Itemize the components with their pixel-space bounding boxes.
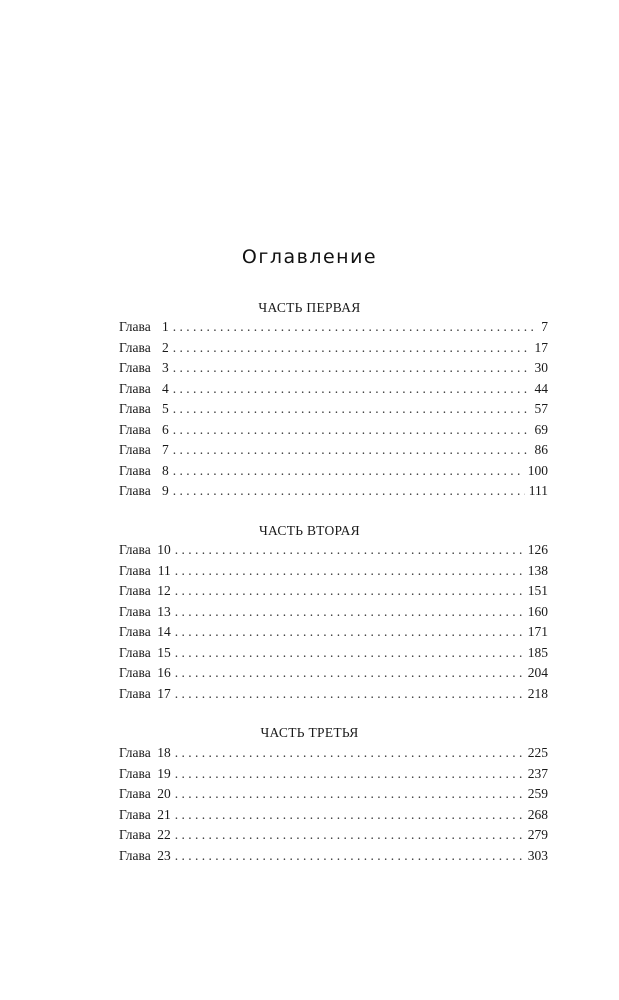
chapter-label: Глава xyxy=(119,562,151,578)
dot-leader xyxy=(175,745,524,761)
chapter-number: 19 xyxy=(157,765,171,781)
page-number: 218 xyxy=(527,685,548,701)
chapter-number: 5 xyxy=(161,401,169,416)
page-number: 185 xyxy=(527,644,548,660)
chapter-number: 21 xyxy=(157,806,171,822)
page-number: 204 xyxy=(527,665,548,680)
chapter-number: 17 xyxy=(157,685,171,701)
page-number: 151 xyxy=(527,583,548,598)
part-heading-3: ЧАСТЬ ТРЕТЬЯ xyxy=(260,725,359,740)
dot-leader xyxy=(175,645,524,661)
chapter-label: Глава xyxy=(119,542,151,557)
dot-leader xyxy=(173,319,538,335)
page-number: 279 xyxy=(527,827,548,842)
toc-part-1-list xyxy=(119,319,548,504)
page-number: 111 xyxy=(528,483,548,498)
chapter-label: Глава xyxy=(119,806,151,822)
dot-leader xyxy=(175,583,524,599)
dot-leader xyxy=(173,401,531,417)
chapter-number: 2 xyxy=(161,339,169,355)
chapter-number: 14 xyxy=(157,624,171,639)
chapter-number: 15 xyxy=(157,644,171,660)
chapter-label: Глава xyxy=(119,847,151,863)
toc-entry-chapter-5[interactable] xyxy=(119,401,548,422)
dot-leader xyxy=(175,827,524,843)
page-number: 225 xyxy=(527,745,548,760)
toc-entry-chapter-13[interactable] xyxy=(119,604,548,625)
dot-leader xyxy=(175,766,524,782)
page-number: 126 xyxy=(527,542,548,557)
part-heading-2: ЧАСТЬ ВТОРАЯ xyxy=(258,523,360,538)
chapter-number: 13 xyxy=(157,603,171,619)
chapter-label: Глава xyxy=(119,685,151,701)
toc-entry-chapter-6[interactable] xyxy=(119,422,548,443)
toc-part-2-list xyxy=(119,542,548,706)
toc-entry-chapter-3[interactable] xyxy=(119,360,548,381)
page-number: 57 xyxy=(534,401,548,416)
chapter-number: 8 xyxy=(161,462,169,478)
toc-entry-chapter-10[interactable] xyxy=(119,542,548,563)
chapter-number: 4 xyxy=(161,380,169,396)
toc-entry-chapter-20[interactable] xyxy=(119,786,548,807)
dot-leader xyxy=(175,786,524,802)
toc-entry-chapter-4[interactable] xyxy=(119,381,548,402)
chapter-label: Глава xyxy=(119,319,151,334)
toc-entry-chapter-1[interactable] xyxy=(119,319,548,340)
chapter-number: 22 xyxy=(157,827,171,842)
toc-title: Оглавление xyxy=(241,246,378,268)
chapter-label: Глава xyxy=(119,380,151,396)
toc-entry-chapter-7[interactable] xyxy=(119,442,548,463)
chapter-label: Глава xyxy=(119,665,151,680)
dot-leader xyxy=(175,604,524,620)
dot-leader xyxy=(175,563,524,579)
chapter-label: Глава xyxy=(119,624,151,639)
toc-entry-chapter-17[interactable] xyxy=(119,686,548,707)
chapter-label: Глава xyxy=(119,583,151,598)
dot-leader xyxy=(173,381,531,397)
dot-leader xyxy=(173,360,531,376)
chapter-label: Глава xyxy=(119,483,151,498)
dot-leader xyxy=(173,442,531,458)
page-number: 86 xyxy=(534,442,548,457)
chapter-number: 6 xyxy=(161,421,169,437)
chapter-number: 9 xyxy=(161,483,169,498)
toc-entry-chapter-16[interactable] xyxy=(119,665,548,686)
chapter-number: 18 xyxy=(157,745,171,760)
chapter-label: Глава xyxy=(119,603,151,619)
toc-entry-chapter-9[interactable] xyxy=(119,483,548,504)
page-number: 268 xyxy=(527,806,548,822)
chapter-label: Глава xyxy=(119,786,151,801)
chapter-label: Глава xyxy=(119,462,151,478)
page-number: 171 xyxy=(527,624,548,639)
page-number: 160 xyxy=(527,603,548,619)
dot-leader xyxy=(175,542,524,558)
chapter-number: 3 xyxy=(161,360,169,375)
page-number: 100 xyxy=(527,462,548,478)
chapter-label: Глава xyxy=(119,401,151,416)
toc-part-3-list xyxy=(119,745,548,868)
page-number: 30 xyxy=(534,360,548,375)
chapter-number: 20 xyxy=(157,786,171,801)
dot-leader xyxy=(175,624,524,640)
chapter-label: Глава xyxy=(119,765,151,781)
dot-leader xyxy=(173,483,525,499)
toc-entry-chapter-2[interactable] xyxy=(119,340,548,361)
chapter-label: Глава xyxy=(119,745,151,760)
page-number: 17 xyxy=(534,339,548,355)
dot-leader xyxy=(173,463,524,479)
page-number: 138 xyxy=(527,562,548,578)
toc-entry-chapter-23[interactable] xyxy=(119,848,548,869)
chapter-label: Глава xyxy=(119,421,151,437)
dot-leader xyxy=(175,807,524,823)
chapter-label: Глава xyxy=(119,827,151,842)
page-number: 259 xyxy=(527,786,548,801)
page-number: 44 xyxy=(534,380,548,396)
chapter-number: 1 xyxy=(161,319,169,334)
dot-leader xyxy=(175,686,524,702)
part-heading-1: ЧАСТЬ ПЕРВАЯ xyxy=(258,300,361,315)
chapter-number: 10 xyxy=(157,542,171,557)
page-number: 303 xyxy=(527,847,548,863)
dot-leader xyxy=(175,665,524,681)
dot-leader xyxy=(173,422,531,438)
chapter-number: 11 xyxy=(157,562,171,578)
page-number: 237 xyxy=(527,765,548,781)
toc-entry-chapter-15[interactable] xyxy=(119,645,548,666)
toc-entry-chapter-19[interactable] xyxy=(119,766,548,787)
page-number: 7 xyxy=(541,319,548,334)
toc-entry-chapter-8[interactable] xyxy=(119,463,548,484)
chapter-label: Глава xyxy=(119,644,151,660)
dot-leader xyxy=(173,340,531,356)
chapter-number: 16 xyxy=(157,665,171,680)
chapter-label: Глава xyxy=(119,339,151,355)
toc-entry-chapter-18[interactable] xyxy=(119,745,548,766)
toc-entry-chapter-21[interactable] xyxy=(119,807,548,828)
toc-entry-chapter-12[interactable] xyxy=(119,583,548,604)
toc-entry-chapter-14[interactable] xyxy=(119,624,548,645)
chapter-label: Глава xyxy=(119,360,151,375)
toc-entry-chapter-22[interactable] xyxy=(119,827,548,848)
page-number: 69 xyxy=(534,421,548,437)
chapter-number: 12 xyxy=(157,583,171,598)
chapter-number: 7 xyxy=(161,442,169,457)
dot-leader xyxy=(175,848,524,864)
toc-entry-chapter-11[interactable] xyxy=(119,563,548,584)
chapter-number: 23 xyxy=(157,847,171,863)
chapter-label: Глава xyxy=(119,442,151,457)
